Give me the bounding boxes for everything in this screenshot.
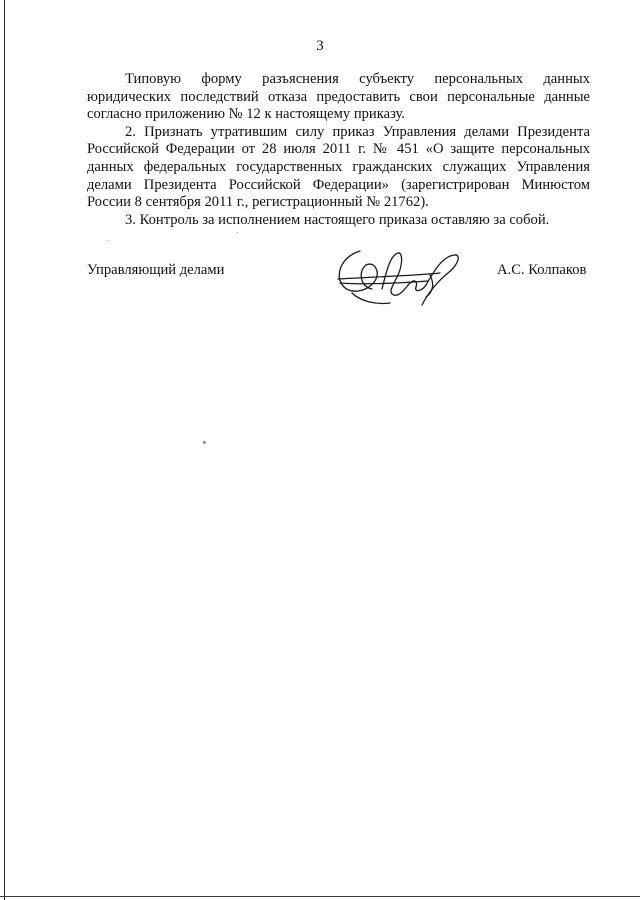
page-number: 3 (316, 38, 324, 54)
scan-edge-bottom (0, 896, 640, 897)
handwritten-signature-icon (330, 243, 465, 313)
scan-edge-left (4, 0, 5, 900)
document-body (87, 71, 590, 229)
scan-speck (203, 441, 206, 444)
paragraph-3: 3. Контроль за исполнением настоящего приказа оставляю за собой. (125, 211, 550, 228)
paragraph-1: Типовую форму разъяснения субъекту персональных данных юридических последствий отказа предоставить свои персональные данные согласно приложению № 12 к настоящему приказу. (87, 71, 590, 123)
scan-speck (107, 240, 108, 241)
signer-name: А.С. Колпаков (497, 262, 587, 278)
paragraph-2: 2. Признать утратившим силу приказ Управления делами Президента Российской Федерации от 28 июля 2011 г. № 451 «О защите персональных данных федеральных государственных гражданских служащих Управления делами Президента Российской Федерации» (зарегистрирован Минюстом России 8 сентября 2011 г., регистрационный № 21762). (87, 123, 590, 211)
scan-speck (237, 232, 238, 233)
signer-position: Управляющий делами (87, 262, 225, 278)
